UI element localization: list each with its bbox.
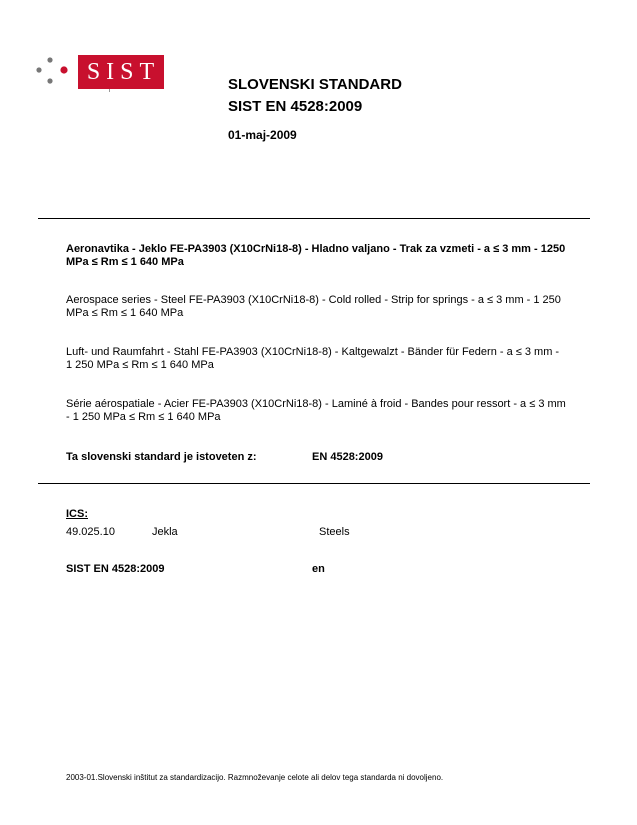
ics-label: ICS: [66,508,88,520]
standard-number: SIST EN 4528:2009 [228,98,363,115]
title-slovenian: Aeronavtika - Jeklo FE-PA3903 (X10CrNi18-8) - Hladno valjano - Trak za vzmeti - a ≤ 3 mm - 1250 MPa ≤ Rm ≤ 1 640 MPa [66,243,566,268]
designation-code: SIST EN 4528:2009 [66,563,165,575]
logo-divider [109,89,110,92]
ics-slovenian: Jekla [152,526,178,538]
designation-language: en [312,563,325,575]
title-german: Luft- und Raumfahrt - Stahl FE-PA3903 (X10CrNi18-8) - Kaltgewalzt - Bänder für Federn - a ≤ 3 mm - 1 250 MPa ≤ Rm ≤ 1 640 MPa [66,346,560,371]
identical-value: EN 4528:2009 [312,451,383,463]
ics-english: Steels [319,526,350,538]
ics-code: 49.025.10 [66,526,115,538]
logo-dots-icon [35,55,75,95]
title-english: Aerospace series - Steel FE-PA3903 (X10CrNi18-8) - Cold rolled - Strip for springs - a ≤ 3 mm - 1 250 MPa ≤ Rm ≤ 1 640 MPa [66,294,561,319]
identical-label: Ta slovenski standard je istoveten z: [66,451,257,463]
top-divider [38,218,590,219]
sist-logo: SIST [78,55,164,89]
copyright-footer: 2003-01.Slovenski inštitut za standardizacijo. Razmnoževanje celote ali delov tega standarda ni dovoljeno. [66,773,444,782]
publication-date: 01-maj-2009 [228,128,297,142]
title-french: Série aérospatiale - Acier FE-PA3903 (X10CrNi18-8) - Laminé à froid - Bandes pour ressort - a ≤ 3 mm - 1 250 MPa ≤ Rm ≤ 1 640 MPa [66,398,566,423]
standard-heading: SLOVENSKI STANDARD [228,76,402,93]
bottom-divider [38,483,590,484]
